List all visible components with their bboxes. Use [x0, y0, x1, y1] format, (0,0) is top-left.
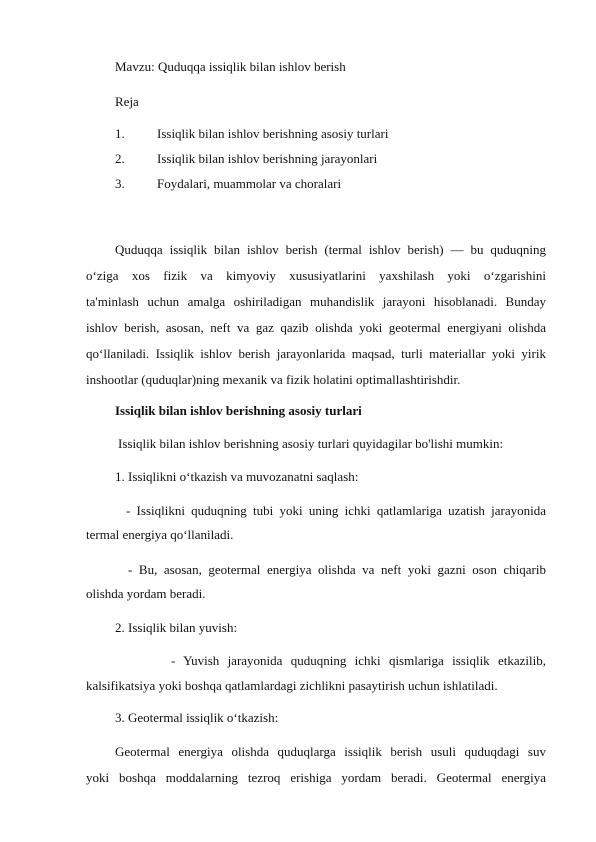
- item-3-paragraph-line: yoki boshqa moddalarning tezroq erishiga yordam beradi. Geotermal energiya: [86, 770, 546, 785]
- section-heading: Issiqlik bilan ishlov berishning asosiy turlari: [115, 403, 362, 418]
- section-intro: Issiqlik bilan ishlov berishning asosiy turlari quyidagilar bo'lishi mumkin:: [118, 436, 504, 451]
- item-2-bullet-1-line: - Yuvish jarayonida quduqning ichki qismlariga issiqlik etkazilib,: [171, 653, 546, 668]
- plan-item-number: 2.: [115, 151, 125, 166]
- plan-label: Reja: [115, 94, 139, 109]
- paragraph-line: Quduqqa issiqlik bilan ishlov berish (termal ishlov berish) — bu quduqning: [115, 242, 546, 257]
- item-1-title: 1. Issiqlikni o‘tkazish va muvozanatni saqlash:: [115, 469, 359, 484]
- plan-item-text: Issiqlik bilan ishlov berishning jarayonlari: [157, 151, 378, 166]
- plan-item-text: Foydalari, muammolar va choralari: [157, 176, 342, 191]
- paragraph-line: ishlov berish, asosan, neft va gaz qazib olishda yoki geotermal energiyani olishda: [86, 320, 546, 335]
- item-3-paragraph-line: Geotermal energiya olishda quduqlarga issiqlik berish usuli quduqdagi suv: [115, 744, 546, 759]
- paragraph-line: inshootlar (quduqlar)ning mexanik va fizik holatini optimallashtirishdir.: [86, 372, 461, 387]
- item-1-bullet-1-line: termal energiya qo‘llaniladi.: [86, 527, 234, 542]
- plan-item-number: 1.: [115, 126, 125, 141]
- item-2-title: 2. Issiqlik bilan yuvish:: [115, 620, 238, 635]
- topic-title: Mavzu: Quduqqa issiqlik bilan ishlov berish: [115, 59, 346, 74]
- paragraph-line: o‘ziga xos fizik va kimyoviy xususiyatlarini yaxshilash yoki o‘zgarishini: [86, 268, 546, 283]
- paragraph-line: ta'minlash uchun amalga oshiriladigan muhandislik jarayoni hisoblanadi. Bunday: [86, 294, 546, 309]
- plan-item-text: Issiqlik bilan ishlov berishning asosiy turlari: [157, 126, 389, 141]
- paragraph-line: qo‘llaniladi. Issiqlik ishlov berish jarayonlarida maqsad, turli materiallar yoki yirik: [86, 346, 546, 361]
- item-1-bullet-1-line: - Issiqlikni quduqning tubi yoki uning ichki qatlamlariga uzatish jarayonida: [126, 503, 546, 518]
- item-1-bullet-2-line: olishda yordam beradi.: [86, 586, 206, 601]
- item-2-bullet-1-line: kalsifikatsiya yoki boshqa qatlamlardagi zichlikni pasaytirish uchun ishlatiladi.: [86, 678, 498, 693]
- item-1-bullet-2-line: - Bu, asosan, geotermal energiya olishda va neft yoki gazni oson chiqarib: [128, 562, 546, 577]
- plan-item-number: 3.: [115, 176, 125, 191]
- item-3-title: 3. Geotermal issiqlik o‘tkazish:: [115, 710, 279, 725]
